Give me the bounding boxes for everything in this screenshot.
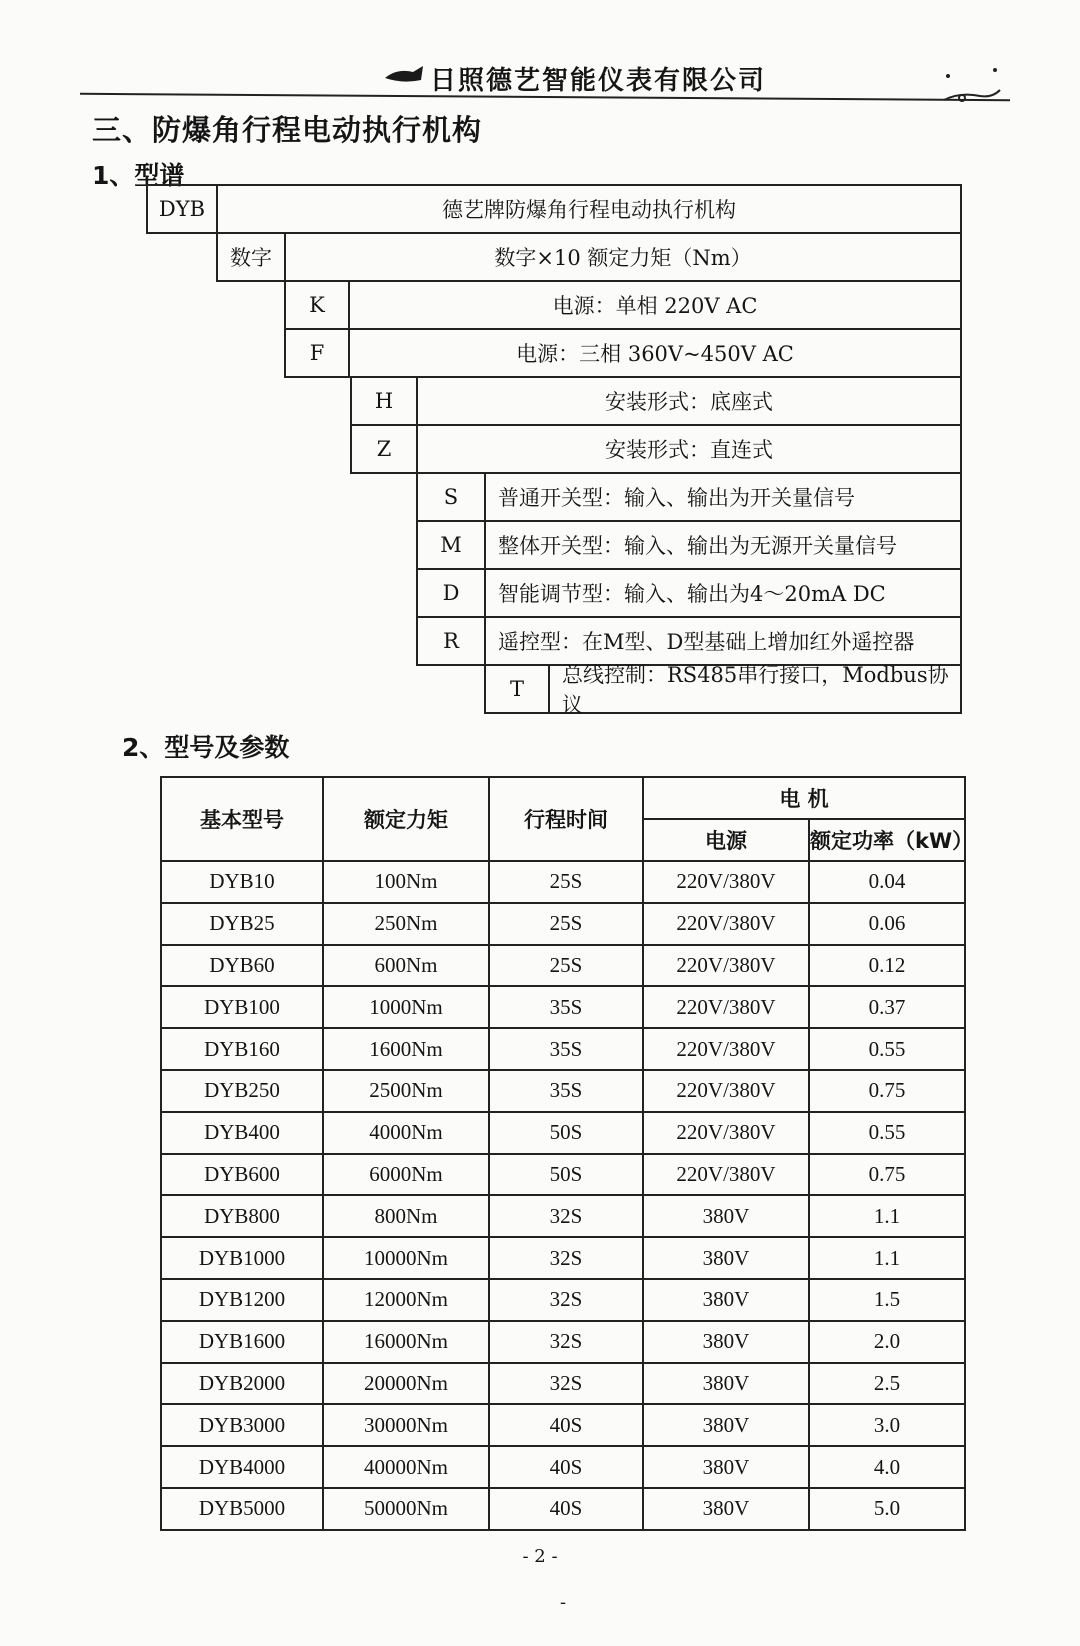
cell-model: DYB60 xyxy=(161,945,323,987)
cell-model: DYB250 xyxy=(161,1070,323,1112)
cell-power-supply: 220V/380V xyxy=(643,1112,809,1154)
spectrum-desc-k: 电源：单相 220V AC xyxy=(348,280,962,330)
cell-rated-power: 1.1 xyxy=(809,1237,965,1279)
cell-power-supply: 380V xyxy=(643,1446,809,1488)
spectrum-desc-t: 总线控制：RS485串行接口，Modbus协议 xyxy=(548,664,962,714)
cell-torque: 30000Nm xyxy=(323,1404,489,1446)
cell-power-supply: 220V/380V xyxy=(643,986,809,1028)
page-number: - 2 - xyxy=(522,1546,558,1567)
spectrum-code-h: H xyxy=(350,376,418,426)
params-heading: 2、型号及参数 xyxy=(122,733,290,762)
cell-stroke-time: 40S xyxy=(489,1404,643,1446)
cell-torque: 40000Nm xyxy=(323,1446,489,1488)
cell-model: DYB400 xyxy=(161,1112,323,1154)
cell-power-supply: 220V/380V xyxy=(643,1028,809,1070)
table-row xyxy=(161,861,965,903)
spectrum-heading: 1、型谱 xyxy=(92,161,185,190)
spectrum-code-k: K xyxy=(284,280,350,330)
cell-stroke-time: 35S xyxy=(489,1028,643,1070)
table-row xyxy=(161,1195,965,1237)
header-torque: 额定力矩 xyxy=(323,777,489,861)
cell-model: DYB10 xyxy=(161,861,323,903)
cell-stroke-time: 32S xyxy=(489,1195,643,1237)
cell-power-supply: 380V xyxy=(643,1363,809,1405)
header-power-supply: 电源 xyxy=(643,819,809,861)
cell-model: DYB25 xyxy=(161,903,323,945)
header-motor: 电 机 xyxy=(643,777,965,819)
cell-power-supply: 220V/380V xyxy=(643,1070,809,1112)
cell-power-supply: 380V xyxy=(643,1488,809,1530)
cell-rated-power: 0.37 xyxy=(809,986,965,1028)
cell-power-supply: 380V xyxy=(643,1195,809,1237)
table-row xyxy=(161,1363,965,1405)
cell-model: DYB160 xyxy=(161,1028,323,1070)
cell-model: DYB800 xyxy=(161,1195,323,1237)
spectrum-code-d: D xyxy=(416,568,486,618)
spectrum-desc-d: 智能调节型：输入、输出为4～20mA DC xyxy=(484,568,962,618)
header-rated-power: 额定功率（kW） xyxy=(809,819,965,861)
cell-power-supply: 380V xyxy=(643,1237,809,1279)
cell-stroke-time: 50S xyxy=(489,1112,643,1154)
spectrum-code-number: 数字 xyxy=(216,232,286,282)
cell-stroke-time: 25S xyxy=(489,861,643,903)
decorative-curl-icon xyxy=(940,62,1010,106)
cell-rated-power: 0.75 xyxy=(809,1154,965,1196)
spectrum-code-t: T xyxy=(484,664,550,714)
spectrum-code-z: Z xyxy=(350,424,418,474)
cell-torque: 100Nm xyxy=(323,861,489,903)
cell-model: DYB2000 xyxy=(161,1363,323,1405)
cell-power-supply: 220V/380V xyxy=(643,861,809,903)
spectrum-code-r: R xyxy=(416,616,486,666)
cell-stroke-time: 25S xyxy=(489,903,643,945)
cell-model: DYB1600 xyxy=(161,1321,323,1363)
cell-rated-power: 3.0 xyxy=(809,1404,965,1446)
cell-stroke-time: 25S xyxy=(489,945,643,987)
cell-torque: 12000Nm xyxy=(323,1279,489,1321)
cell-power-supply: 220V/380V xyxy=(643,903,809,945)
spectrum-desc-dyb: 德艺牌防爆角行程电动执行机构 xyxy=(216,184,962,234)
cell-rated-power: 0.04 xyxy=(809,861,965,903)
cell-torque: 10000Nm xyxy=(323,1237,489,1279)
cell-stroke-time: 35S xyxy=(489,1070,643,1112)
cell-rated-power: 5.0 xyxy=(809,1488,965,1530)
header-stroke-time: 行程时间 xyxy=(489,777,643,861)
table-row xyxy=(161,986,965,1028)
cell-torque: 16000Nm xyxy=(323,1321,489,1363)
spectrum-desc-m: 整体开关型：输入、输出为无源开关量信号 xyxy=(484,520,962,570)
cell-rated-power: 2.5 xyxy=(809,1363,965,1405)
params-table xyxy=(160,776,974,1531)
cell-stroke-time: 32S xyxy=(489,1321,643,1363)
cell-model: DYB4000 xyxy=(161,1446,323,1488)
cell-torque: 6000Nm xyxy=(323,1154,489,1196)
cell-rated-power: 0.55 xyxy=(809,1028,965,1070)
spectrum-desc-number: 数字×10 额定力矩（Nm） xyxy=(284,232,962,282)
spectrum-desc-f: 电源：三相 360V~450V AC xyxy=(348,328,962,378)
cell-stroke-time: 32S xyxy=(489,1237,643,1279)
table-row xyxy=(161,1112,965,1154)
table-row xyxy=(161,1446,965,1488)
section-title: 三、防爆角行程电动执行机构 xyxy=(92,113,483,147)
spectrum-desc-s: 普通开关型：输入、输出为开关量信号 xyxy=(484,472,962,522)
cell-torque: 50000Nm xyxy=(323,1488,489,1530)
cell-model: DYB5000 xyxy=(161,1488,323,1530)
cell-rated-power: 2.0 xyxy=(809,1321,965,1363)
cell-power-supply: 380V xyxy=(643,1279,809,1321)
cell-stroke-time: 40S xyxy=(489,1488,643,1530)
cell-torque: 250Nm xyxy=(323,903,489,945)
company-logo-icon xyxy=(383,62,425,84)
table-row xyxy=(161,1488,965,1530)
footer-mark: - xyxy=(560,1592,567,1613)
cell-power-supply: 220V/380V xyxy=(643,945,809,987)
cell-model: DYB3000 xyxy=(161,1404,323,1446)
cell-model: DYB1000 xyxy=(161,1237,323,1279)
cell-rated-power: 0.06 xyxy=(809,903,965,945)
cell-model: DYB1200 xyxy=(161,1279,323,1321)
cell-stroke-time: 32S xyxy=(489,1279,643,1321)
spectrum-code-s: S xyxy=(416,472,486,522)
spectrum-desc-h: 安装形式：底座式 xyxy=(416,376,962,426)
spectrum-code-m: M xyxy=(416,520,486,570)
table-row xyxy=(161,1028,965,1070)
cell-rated-power: 4.0 xyxy=(809,1446,965,1488)
table-row xyxy=(161,1279,965,1321)
cell-torque: 20000Nm xyxy=(323,1363,489,1405)
cell-rated-power: 0.55 xyxy=(809,1112,965,1154)
cell-stroke-time: 50S xyxy=(489,1154,643,1196)
spectrum-code-dyb: DYB xyxy=(146,184,218,234)
cell-rated-power: 1.5 xyxy=(809,1279,965,1321)
cell-stroke-time: 32S xyxy=(489,1363,643,1405)
spectrum-desc-z: 安装形式：直连式 xyxy=(416,424,962,474)
cell-model: DYB600 xyxy=(161,1154,323,1196)
cell-torque: 800Nm xyxy=(323,1195,489,1237)
cell-torque: 2500Nm xyxy=(323,1070,489,1112)
cell-stroke-time: 40S xyxy=(489,1446,643,1488)
cell-torque: 1000Nm xyxy=(323,986,489,1028)
spectrum-code-f: F xyxy=(284,328,350,378)
table-row xyxy=(161,903,965,945)
cell-model: DYB100 xyxy=(161,986,323,1028)
spectrum-desc-r: 遥控型：在M型、D型基础上增加红外遥控器 xyxy=(484,616,962,666)
cell-rated-power: 1.1 xyxy=(809,1195,965,1237)
header-model: 基本型号 xyxy=(161,777,323,861)
cell-power-supply: 380V xyxy=(643,1404,809,1446)
table-row xyxy=(161,1237,965,1279)
cell-torque: 4000Nm xyxy=(323,1112,489,1154)
cell-power-supply: 380V xyxy=(643,1321,809,1363)
table-row xyxy=(161,1070,965,1112)
cell-rated-power: 0.12 xyxy=(809,945,965,987)
cell-power-supply: 220V/380V xyxy=(643,1154,809,1196)
table-row xyxy=(161,1154,965,1196)
cell-torque: 1600Nm xyxy=(323,1028,489,1070)
table-row xyxy=(161,1321,965,1363)
cell-stroke-time: 35S xyxy=(489,986,643,1028)
cell-rated-power: 0.75 xyxy=(809,1070,965,1112)
table-row xyxy=(161,1404,965,1446)
table-row xyxy=(161,945,965,987)
cell-torque: 600Nm xyxy=(323,945,489,987)
company-name: 日照德艺智能仪表有限公司 xyxy=(430,66,767,96)
